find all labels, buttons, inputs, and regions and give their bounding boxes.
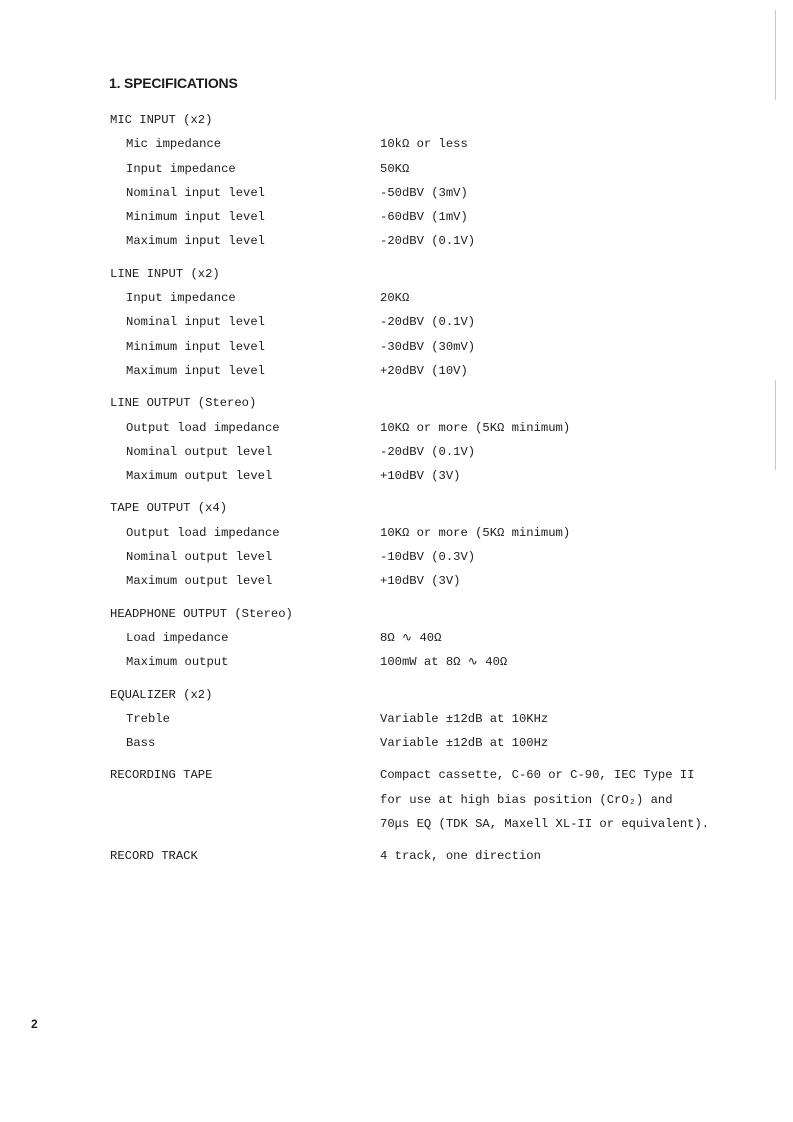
spec-label: Input impedance (126, 291, 236, 306)
spec-row (110, 707, 750, 731)
spec-value: 70μs EQ (TDK SA, Maxell XL-II or equivalent). (380, 817, 710, 832)
spec-group-line-output (110, 391, 750, 488)
spec-label: Minimum input level (126, 339, 265, 354)
spec-label: Output load impedance (126, 420, 280, 435)
spec-row (110, 310, 750, 334)
spec-label: Nominal output level (126, 444, 273, 459)
spec-row (110, 844, 750, 868)
spec-label: Maximum output level (126, 574, 273, 589)
spec-value: 20KΩ (380, 291, 410, 306)
spec-row (110, 763, 750, 787)
spec-value: -20dBV (0.1V) (380, 315, 476, 330)
group-title: LINE INPUT (x2) (110, 266, 220, 281)
spec-label: Maximum input level (126, 234, 265, 249)
spec-list (110, 108, 750, 877)
scan-edge-mark (775, 380, 776, 470)
spec-row (110, 812, 750, 836)
spec-row (110, 788, 750, 812)
spec-row (110, 521, 750, 545)
spec-row (110, 132, 750, 156)
spec-row (110, 157, 750, 181)
spec-value: Compact cassette, C-60 or C-90, IEC Type II (380, 768, 695, 783)
section-heading: 1. SPECIFICATIONS (109, 75, 238, 91)
spec-label: Nominal output level (126, 550, 273, 565)
spec-row (110, 440, 750, 464)
spec-row (110, 286, 750, 310)
spec-value: 10KΩ or more (5KΩ minimum) (380, 525, 571, 540)
group-title: RECORDING TAPE (110, 768, 213, 783)
spec-value: -30dBV (30mV) (380, 339, 476, 354)
spec-group-record-track (110, 844, 750, 868)
spec-value: 10kΩ or less (380, 137, 468, 152)
spec-value: -60dBV (1mV) (380, 210, 468, 225)
spec-value: 100mW at 8Ω ∿ 40Ω (380, 655, 508, 670)
spec-row (110, 335, 750, 359)
spec-row (110, 626, 750, 650)
spec-label: Maximum output level (126, 469, 273, 484)
group-title: LINE OUTPUT (Stereo) (110, 396, 257, 411)
spec-label: Load impedance (126, 630, 229, 645)
spec-label: Maximum output (126, 655, 229, 670)
spec-value: +10dBV (3V) (380, 574, 461, 589)
spec-label: Mic impedance (126, 137, 222, 152)
group-title: MIC INPUT (x2) (110, 113, 213, 127)
spec-row (110, 359, 750, 383)
scan-edge-mark (775, 10, 776, 100)
group-title: EQUALIZER (x2) (110, 687, 213, 702)
spec-row (110, 545, 750, 569)
spec-value: for use at high bias position (CrO₂) and (380, 792, 673, 807)
group-title: HEADPHONE OUTPUT (Stereo) (110, 606, 293, 621)
spec-label: Output load impedance (126, 525, 280, 540)
spec-label: Treble (126, 711, 170, 726)
spec-value: 10KΩ or more (5KΩ minimum) (380, 420, 571, 435)
spec-group-mic-input (110, 108, 750, 254)
spec-label: Input impedance (126, 161, 236, 176)
spec-value: -50dBV (3mV) (380, 185, 468, 200)
spec-group-tape-output (110, 496, 750, 593)
spec-row (110, 229, 750, 253)
spec-group-equalizer (110, 683, 750, 756)
spec-value: -10dBV (0.3V) (380, 550, 476, 565)
spec-row (110, 205, 750, 229)
spec-row (110, 181, 750, 205)
spec-label: Maximum input level (126, 363, 265, 378)
spec-label: Minimum input level (126, 210, 265, 225)
page-number: 2 (31, 1017, 38, 1031)
spec-value: -20dBV (0.1V) (380, 444, 476, 459)
group-title: RECORD TRACK (110, 849, 198, 864)
spec-value: 8Ω ∿ 40Ω (380, 630, 442, 645)
spec-group-headphone-output (110, 602, 750, 675)
spec-group-line-input (110, 262, 750, 383)
spec-label: Bass (126, 736, 156, 751)
spec-row (110, 464, 750, 488)
spec-value: -20dBV (0.1V) (380, 234, 476, 249)
spec-row (110, 650, 750, 674)
spec-label: Nominal input level (126, 185, 265, 200)
spec-value: Variable ±12dB at 10KHz (380, 711, 549, 726)
spec-row (110, 416, 750, 440)
spec-group-recording-tape (110, 763, 750, 836)
spec-value: 50KΩ (380, 161, 410, 176)
spec-value: Variable ±12dB at 100Hz (380, 736, 549, 751)
spec-value: 4 track, one direction (380, 849, 541, 864)
group-title: TAPE OUTPUT (x4) (110, 501, 228, 516)
spec-label: Nominal input level (126, 315, 265, 330)
spec-value: +10dBV (3V) (380, 469, 461, 484)
spec-value: +20dBV (10V) (380, 363, 468, 378)
spec-row (110, 731, 750, 755)
spec-row (110, 569, 750, 593)
